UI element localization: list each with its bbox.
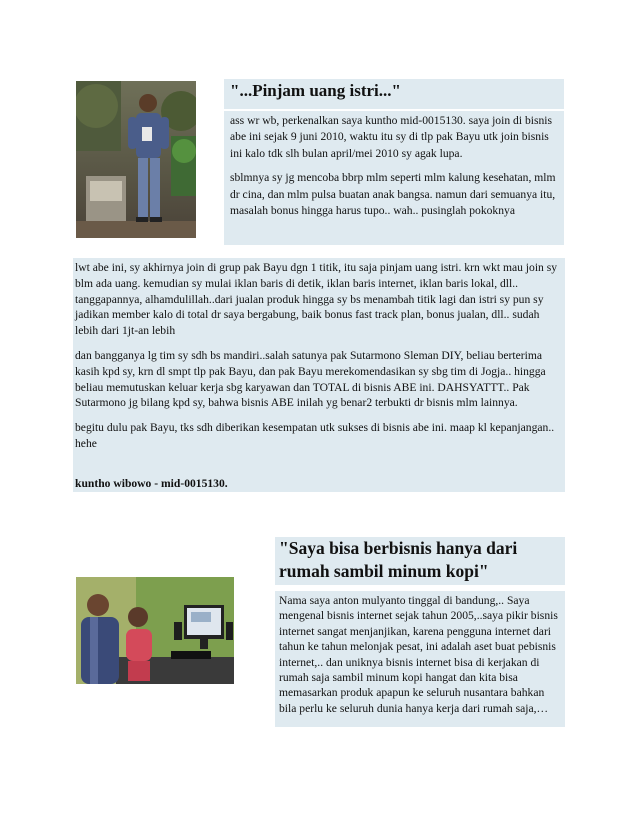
testimonial-2-title: "Saya bisa berbisnis hanya dari rumah sambil minum kopi" — [279, 538, 518, 581]
intro-paragraph: sblmnya sy jg mencoba bbrp mlm seperti mlm kalung kesehatan, mlm dr cina, dan mlm pulsa buatan anak bangsa. namun dari semuanya itu, masalah bonus hingga harus tupo.. wah.. pusinglah pokoknya — [230, 171, 556, 218]
testimonial-1-body — [75, 260, 565, 461]
body-paragraph: begitu dulu pak Bayu, tks sdh diberikan kesempatan utk sukses di bisnis abe ini. maap kl kepanjangan.. hehe — [75, 421, 555, 450]
man-with-child-at-computer-photo — [76, 577, 234, 684]
testimonial-2-body: Nama saya anton mulyanto tinggal di bandung,.. Saya mengenal bisnis internet sejak tahun 2005,..saya pikir bisnis internet sangat menjanjikan, karena pengguna internet dari tahun ke tahun melonjak pesat, ini adalah aset buat pebisnis internet,.. dan uniknya bisnis internet bisa di kerjakan di rumah saja sambil minum kopi hangat dan kita bisa memasarkan produk apapun ke seluruh nusantara bahkan bila perlu ke seluruh dunia hanya kerja dari rumah saja,… — [279, 594, 558, 715]
testimonial-2-photo — [76, 577, 234, 684]
testimonial-1-intro — [230, 113, 562, 227]
man-standing-photo — [76, 81, 196, 238]
testimonial-1-signature: kuntho wibowo - mid-0015130. — [75, 477, 228, 490]
testimonial-1-title: "...Pinjam uang istri..." — [230, 81, 401, 100]
body-paragraph: lwt abe ini, sy akhirnya join di grup pak Bayu dgn 1 titik, itu saja pinjam uang istri. krn wkt mau join sy blm ada uang. kemudian sy mulai iklan baris di detik, iklan baris internet, iklan baris lokal, dll.. tanggapannya, alhamdulillah..dari jualan produk hingga sy bs menambah titik lagi dan istri sy pun sy jadikan member kalo di total dr saya bergabung, baik bonus fast track plan, bonus jualan, dll.. sudah lebih dari 1jt-an lebih — [75, 261, 558, 338]
intro-paragraph: ass wr wb, perkenalkan saya kuntho mid-0015130. saya join di bisnis abe ini sejak 9 juni 2010, waktu itu sy di tlp pak Bayu utk join bisnis ini kalo tdk slh bulan april/mei 2010 sy agak lupa. — [230, 114, 552, 160]
testimonial-1-photo — [76, 81, 196, 238]
body-paragraph: dan bangganya lg tim sy sdh bs mandiri..salah satunya pak Sutarmono Sleman DIY, beliau berterima kasih kpd sy, krn dl smpt tlp pak Bayu, dan pak Bayu merekomendasikan sy sbg tim di Jogja.. hingga beliau memutuskan keluar kerja sbg karyawan dan TOTAL di bisnis ABE ini. DAHSYATTT.. Pak Sutarmono jg bilang kpd sy, bahwa bisnis ABE inilah yg benar2 terbukti dr bisnis mlm lainnya. — [75, 348, 546, 410]
